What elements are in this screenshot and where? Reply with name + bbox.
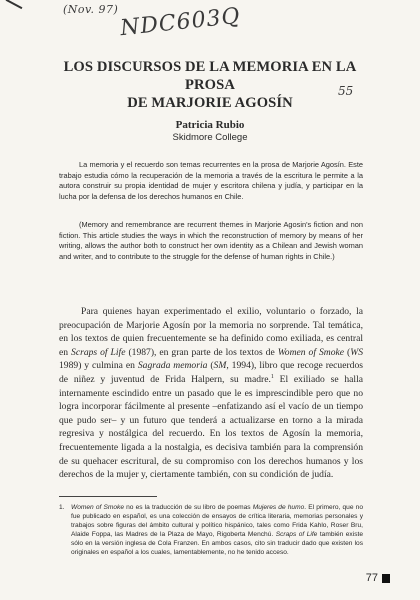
body-text-run: 1989) y culmina en <box>59 360 138 372</box>
book-title-italic: Scraps of Life <box>71 346 126 358</box>
footnote-text-run: también existe sólo en la versión inglesa de Cola Franzen. En ambos casos, cito sin traducir dado que existen los originales en español a los cuales, lamentablemente, no he tenido acceso. <box>71 531 363 557</box>
footnote-text-run: . El primero, que no fue publicado en español, es una colección de ensayos de crítica literaria, memorias personales y trabajos sobre figuras del ámbito cultural y político hispánico, tales como Frida Kahlo, Roser Bru, Alaide Foppa, las Madres de la Plaza de Mayo, Rigoberta Menchú. <box>71 504 363 539</box>
footnote-text-run: no es la traducción de su libro de poemas <box>124 504 253 511</box>
footnote-reference[interactable]: 1 <box>270 373 274 380</box>
book-title-italic: Scraps of Life <box>275 531 318 539</box>
abbreviation-italic: WS <box>350 346 363 358</box>
page-number-text: 77 <box>365 572 378 584</box>
body-text-run: , 1994), libro que recoge recuerdos de niñez y juventud de Frida Halpern, su madre. <box>59 360 363 385</box>
page-number <box>366 572 390 584</box>
title-line-1: LOS DISCURSOS DE LA MEMORIA EN LA PROSA <box>63 59 357 93</box>
handwritten-catalog-code: NDC603Q <box>119 3 242 42</box>
body-text-run: Para quienes hayan experimentado el exilio, voluntario o forzado, la preocupación de Marjorie Agosín por la memoria no sorprende. Tal temática, en los textos de quien frecuentemente se ha definido como exiliada, es central en <box>59 306 363 358</box>
body-paragraph <box>59 305 363 482</box>
handwritten-date: (Nov. 97) <box>63 3 119 16</box>
abstract-spanish: La memoria y el recuerdo son temas recurrentes en la prosa de Marjorie Agosín. Este trabajo estudia cómo la recuperación de la memoria a través de la escritura le permite a la autora construir su propia identidad de mujer y escritora chilena y judía, y participar en la lucha por la defensa de los derechos humanos en Chile. <box>59 160 363 201</box>
book-title-italic: Women of Smoke <box>71 504 124 511</box>
body-text-run: (1987), en gran parte de los textos de <box>125 346 278 358</box>
body-text-run: El exiliado se halla internamente escindido entre un pasado que le es imprescindible pero que no logra incorporar fácilmente al presente –enfatizando así el vacío de un tiempo que pudo ser– y un futuro que tenderá a actualizarse en torno a la mirada regresiva y nostálgica del recuerdo. En los textos de Agosín la memoria, frecuentemente ligada a la nostalgia, es decisiva también para la comprensión de su quehacer escritural, de su compromiso con los derechos humanos y los derechos de la mujer y, ciertamente también, con su condición de judía. <box>59 373 363 481</box>
book-title-italic: Sagrada memoria <box>137 360 208 372</box>
author-affiliation: Skidmore College <box>172 132 248 143</box>
abstract-english: (Memory and remembrance are recurrent themes in Marjorie Agosin's fiction and non fiction. This article studies the ways in which the reconstruction of memory by means of her writing, allows the author both to construct her own identity as a Chilean and Jewish woman and writer, and to contribute to the struggle for the defense of human rights in Chile.) <box>59 220 363 261</box>
book-title-italic: Mujeres de humo <box>252 504 305 511</box>
abbreviation-italic: SM <box>213 360 227 372</box>
book-title-italic: Women of Smoke <box>277 346 345 358</box>
article-title <box>50 58 370 112</box>
body-text-run: ( <box>207 360 214 372</box>
footnote-separator <box>59 496 157 497</box>
footnote <box>59 503 363 558</box>
body-text-run: ( <box>344 346 351 358</box>
black-square-icon <box>382 574 390 583</box>
author-name: Patricia Rubio <box>175 119 245 131</box>
title-line-2: DE MARJORIE AGOSÍN <box>127 95 293 111</box>
corner-pen-mark <box>6 0 23 9</box>
footnote-number: 1. <box>59 504 65 511</box>
handwritten-mark: 55 <box>338 84 354 98</box>
